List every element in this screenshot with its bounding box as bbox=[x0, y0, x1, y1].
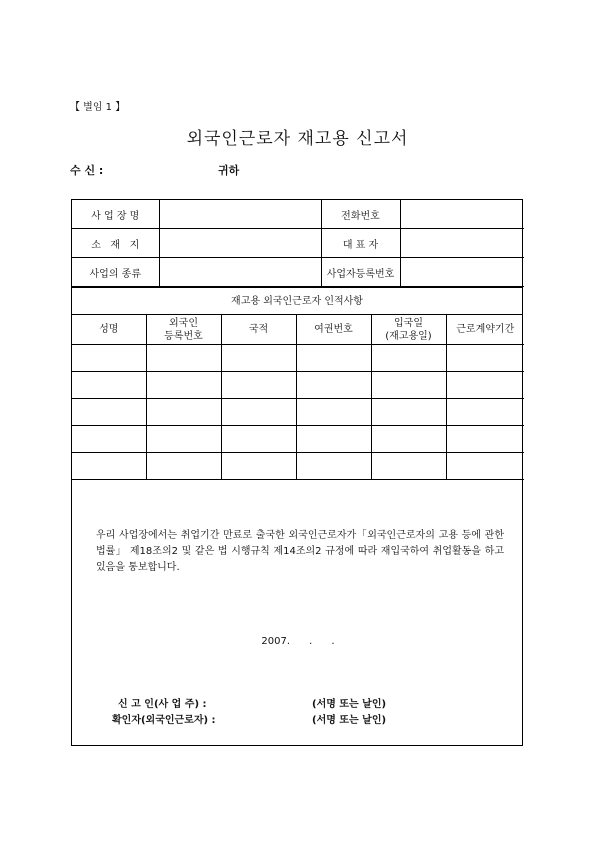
report-form bbox=[71, 199, 523, 746]
cell-passport[interactable] bbox=[296, 399, 371, 426]
cell-passport[interactable] bbox=[296, 372, 371, 399]
cell-entry-date[interactable] bbox=[371, 426, 446, 453]
cell-name[interactable] bbox=[72, 372, 146, 399]
business-name-row bbox=[72, 200, 524, 229]
registration-number-field[interactable] bbox=[400, 258, 524, 287]
cell-contract-period[interactable] bbox=[446, 399, 524, 426]
registration-number-label: 사업자등록번호 bbox=[321, 258, 400, 287]
table-row bbox=[72, 426, 524, 453]
cell-nationality[interactable] bbox=[221, 426, 296, 453]
attachment-label: 【 별임 1 】 bbox=[70, 102, 126, 113]
cell-entry-date[interactable] bbox=[371, 399, 446, 426]
cell-contract-period[interactable] bbox=[446, 372, 524, 399]
col-header-alien-reg: 외국인 등록번호 bbox=[146, 315, 221, 345]
confirmer-signature-note[interactable]: (서명 또는 날인) bbox=[312, 715, 387, 726]
cell-alien-reg[interactable] bbox=[146, 453, 221, 480]
reporter-signature-note[interactable]: (서명 또는 날인) bbox=[312, 699, 387, 710]
section-title: 재고용 외국인근로자 인적사항 bbox=[72, 287, 522, 315]
table-row bbox=[72, 399, 524, 426]
business-name-label: 사 업 장 명 bbox=[72, 200, 159, 229]
confirmer-label: 확인자(외국인근로자) : bbox=[112, 715, 216, 726]
cell-nationality[interactable] bbox=[221, 345, 296, 372]
cell-passport[interactable] bbox=[296, 453, 371, 480]
address-row bbox=[72, 229, 524, 258]
cell-passport[interactable] bbox=[296, 426, 371, 453]
col-header-nationality: 국적 bbox=[221, 315, 296, 345]
business-name-field[interactable] bbox=[159, 200, 321, 229]
cell-entry-date[interactable] bbox=[371, 345, 446, 372]
cell-alien-reg[interactable] bbox=[146, 372, 221, 399]
cell-nationality[interactable] bbox=[221, 399, 296, 426]
col-header-passport: 여권번호 bbox=[296, 315, 371, 345]
table-row bbox=[72, 453, 524, 480]
reporter-label: 신 고 인(사 업 주) : bbox=[118, 699, 207, 710]
business-type-row bbox=[72, 258, 524, 287]
cell-alien-reg[interactable] bbox=[146, 426, 221, 453]
business-type-label: 사업의 종류 bbox=[72, 258, 159, 287]
cell-name[interactable] bbox=[72, 399, 146, 426]
report-date: 2007. . . bbox=[261, 636, 335, 647]
cell-contract-period[interactable] bbox=[446, 426, 524, 453]
cell-passport[interactable] bbox=[296, 345, 371, 372]
address-field[interactable] bbox=[159, 229, 321, 258]
notification-statement: 우리 사업장에서는 취업기간 만료로 출국한 외국인근로자가「외국인근로자의 고용 등에 관한 법률」 제18조의2 및 같은 법 시행규칙 제14조의2 규정에 따라 재입국하여 취업활동을 하고 있음을 통보합니다. bbox=[96, 530, 504, 573]
worker-table-header bbox=[72, 315, 524, 345]
table-row bbox=[72, 345, 524, 372]
cell-nationality[interactable] bbox=[221, 372, 296, 399]
recipient-label: 수 신 : bbox=[70, 164, 104, 177]
form-title: 외국인근로자 재고용 신고서 bbox=[186, 129, 409, 149]
business-info-table bbox=[72, 200, 524, 287]
cell-alien-reg[interactable] bbox=[146, 345, 221, 372]
recipient-suffix: 귀하 bbox=[218, 164, 240, 177]
cell-name[interactable] bbox=[72, 426, 146, 453]
cell-contract-period[interactable] bbox=[446, 345, 524, 372]
representative-field[interactable] bbox=[400, 229, 524, 258]
business-type-field[interactable] bbox=[159, 258, 321, 287]
col-header-contract-period: 근로계약기간 bbox=[446, 315, 524, 345]
worker-table bbox=[72, 315, 524, 480]
col-header-name: 성명 bbox=[72, 315, 146, 345]
phone-label: 전화번호 bbox=[321, 200, 400, 229]
representative-label: 대 표 자 bbox=[321, 229, 400, 258]
table-row bbox=[72, 372, 524, 399]
cell-entry-date[interactable] bbox=[371, 453, 446, 480]
cell-nationality[interactable] bbox=[221, 453, 296, 480]
cell-alien-reg[interactable] bbox=[146, 399, 221, 426]
cell-contract-period[interactable] bbox=[446, 453, 524, 480]
cell-entry-date[interactable] bbox=[371, 372, 446, 399]
cell-name[interactable] bbox=[72, 453, 146, 480]
recipient-line bbox=[70, 162, 240, 178]
phone-field[interactable] bbox=[400, 200, 524, 229]
col-header-entry-date: 입국일 (재고용일) bbox=[371, 315, 446, 345]
address-label: 소 재 지 bbox=[72, 229, 159, 258]
cell-name[interactable] bbox=[72, 345, 146, 372]
